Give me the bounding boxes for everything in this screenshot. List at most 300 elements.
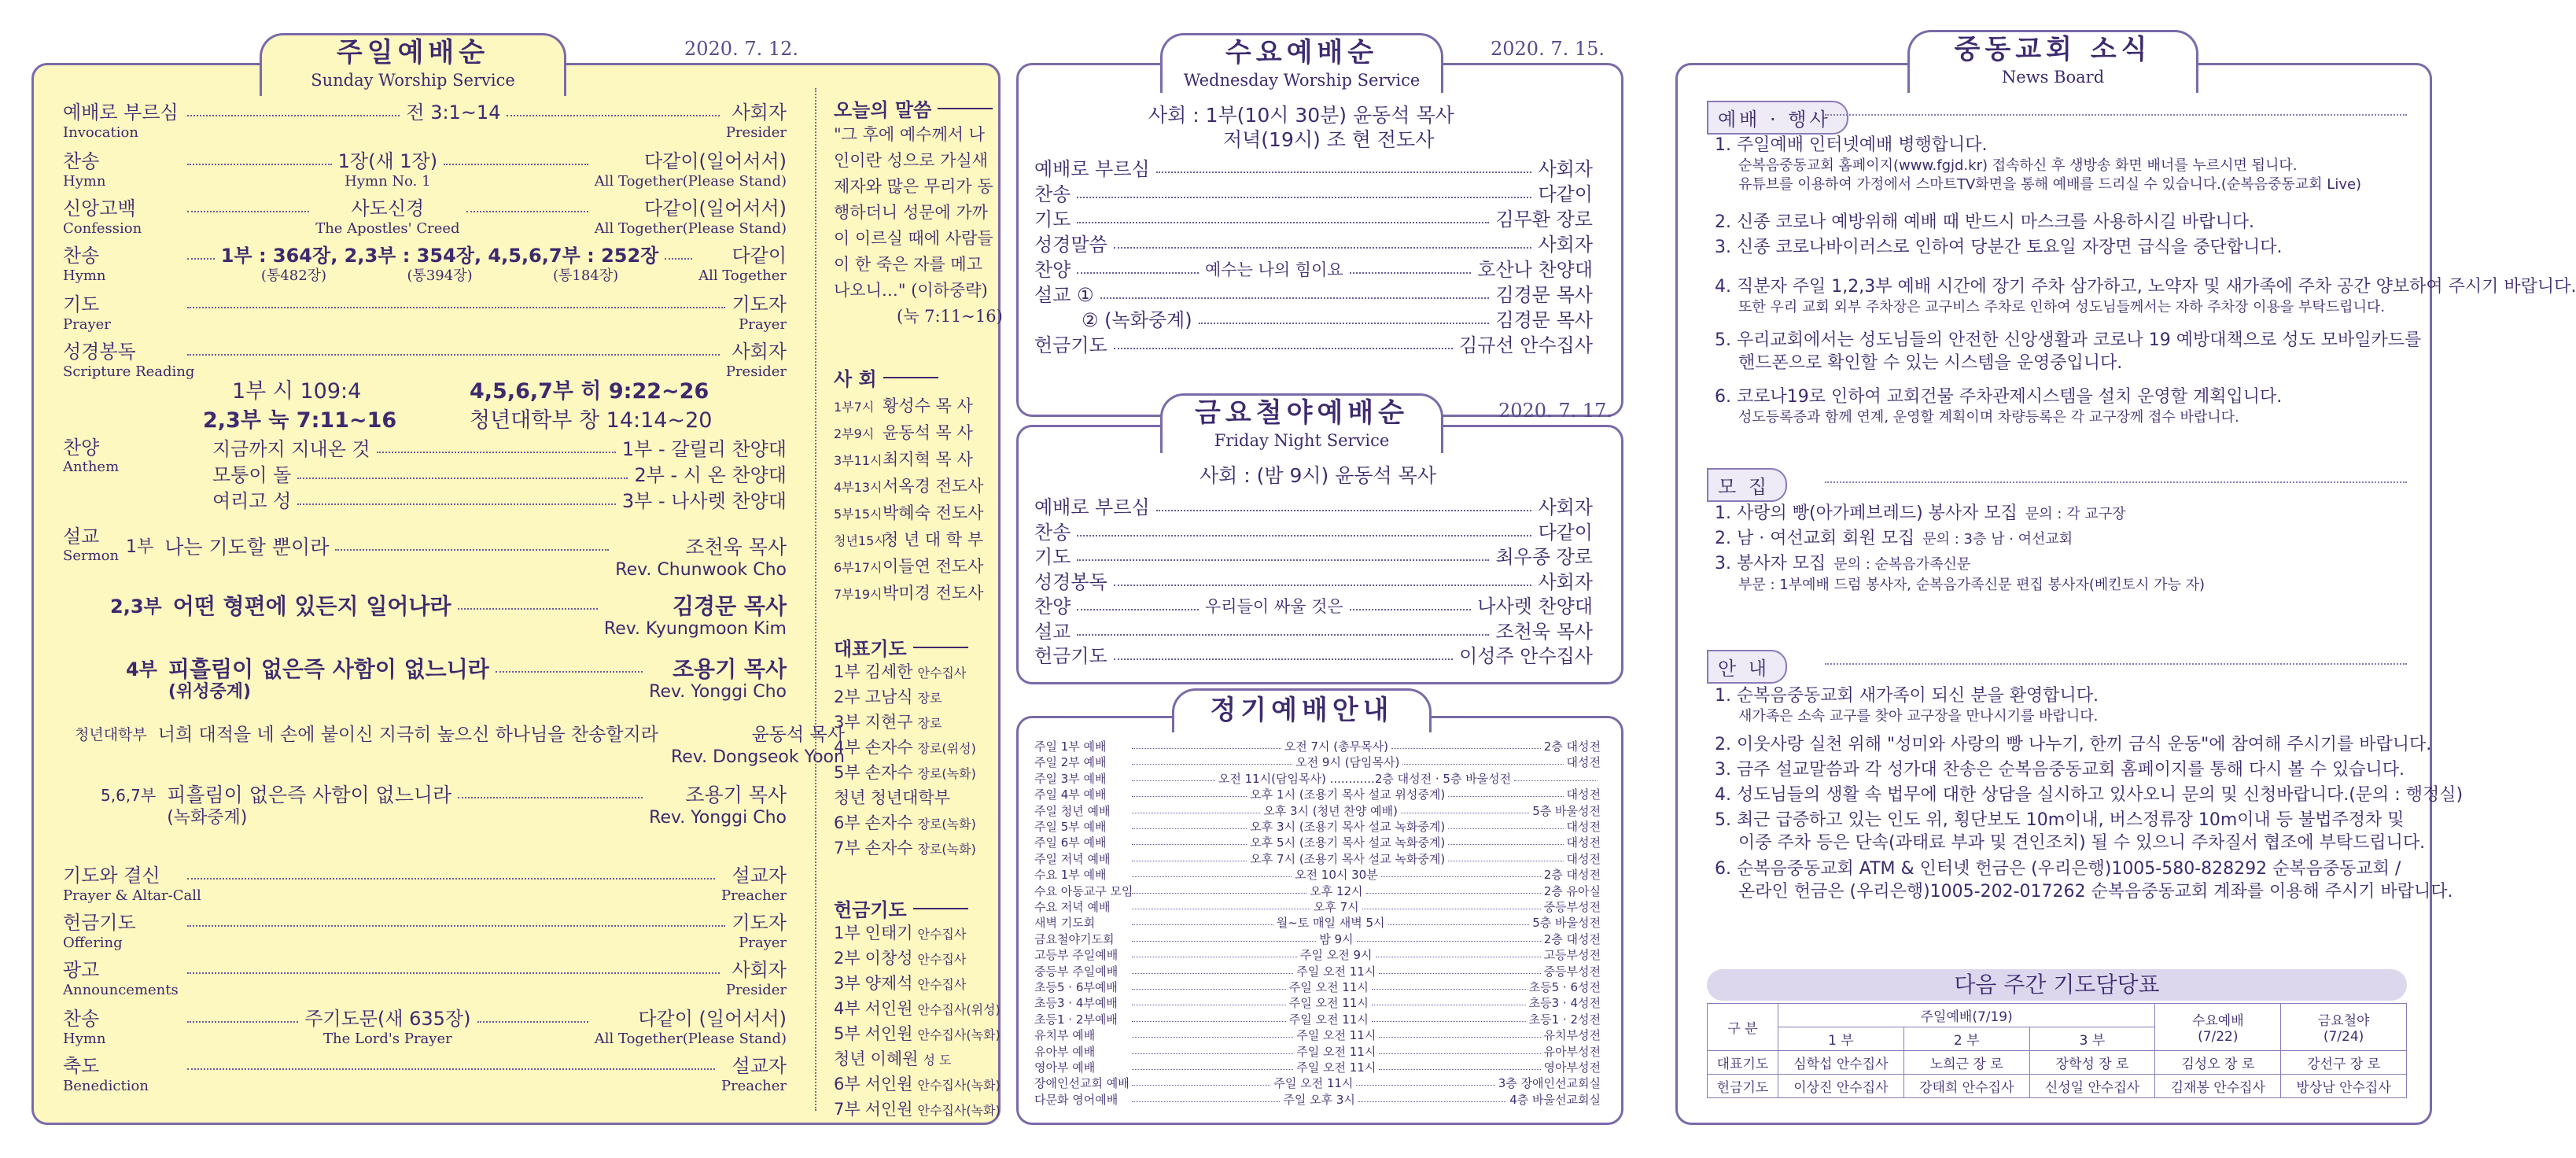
leader-dots (1448, 835, 1563, 845)
leader-dots (1100, 283, 1490, 299)
item-role (595, 197, 787, 238)
item-role (698, 244, 787, 285)
order-role: 다같이 (1538, 183, 1593, 205)
schedule-place: 중등부성전 (1543, 900, 1601, 914)
news-line (1715, 809, 2425, 832)
sermon-speaker (604, 594, 787, 640)
prayer-cell: 김성오 장 로 (2155, 1051, 2281, 1075)
item-label (63, 958, 181, 999)
word-heading (834, 94, 993, 122)
order-role: 김경문 목사 (1495, 284, 1593, 306)
news-line (1715, 784, 2463, 806)
center-sub-item: (통184장) (552, 267, 619, 284)
order-role: 다같이 (1538, 521, 1593, 544)
prayer-sub-2: 2 부 (1903, 1027, 2029, 1051)
cell: 5부 (834, 1024, 861, 1043)
schedule-time: 주일 오전 11시 (1296, 1044, 1376, 1059)
sermon-title: 피흘림이 없은즉 사함이 없느니라 (168, 656, 489, 682)
news-line (1715, 857, 2453, 880)
prayer-cell: 김재봉 안수집사 (2155, 1075, 2281, 1098)
cell: 6부 (834, 813, 861, 832)
news-sub: 순복음중동교회 홈페이지(www.fgjd.kr) 접속하신 후 생방송 화면 배너를 누르시면 됩니다. (1738, 157, 2298, 174)
cell: 서옥경 전도사 (883, 477, 984, 496)
schedule-place: 초등3 · 4성전 (1528, 996, 1601, 1011)
speaker-ko: 조용기 목사 (685, 784, 787, 806)
leader-dots (1132, 772, 1215, 781)
item-ko: 축도 (63, 1055, 100, 1077)
speaker-ko: 조천욱 목사 (685, 536, 787, 559)
leader-dots (1402, 755, 1563, 765)
news-section-info: 안 내 (1707, 650, 1787, 684)
leader-dots (1132, 900, 1310, 909)
cell: 장로 (917, 691, 942, 706)
leader-dots (187, 293, 725, 308)
schedule-place: 대성전 (1566, 851, 1601, 866)
news-text: 2. 이웃사랑 실천 위해 "성미와 사랑의 빵 나누기, 한끼 금식 운동"에 참여해 주시기를 바랍니다. (1715, 735, 2432, 754)
item-ko: 기도 (63, 293, 100, 315)
leader-dots (1356, 1076, 1494, 1086)
item-label (63, 864, 201, 905)
speaker-en: Rev. Yonggi Cho (649, 682, 787, 702)
sermon-left (110, 594, 451, 619)
sunday-date: 2020. 7. 12. (684, 38, 799, 60)
wednesday-date: 2020. 7. 15. (1491, 38, 1605, 60)
leader-dots (1077, 183, 1531, 198)
sermon-part: 2,3부 (110, 596, 162, 618)
leader-dots (187, 958, 720, 974)
prayer-cell: 강선구 장 로 (2281, 1051, 2407, 1075)
leader-dots (1358, 1093, 1506, 1102)
sermon-part: 5,6,7부 (101, 786, 157, 805)
item-role (595, 1007, 787, 1048)
leader-dots (1114, 644, 1453, 660)
anthem-choir: 2부 - 시 온 찬양대 (634, 464, 787, 486)
sunday-tab (260, 33, 566, 96)
leader-dots (1077, 208, 1489, 223)
news-text: 5. 우리교회에서는 성도님들의 안전한 신앙생활과 코로나 19 예방대책으로 성도 모바일카드를 (1715, 330, 2422, 350)
speaker-en: Rev. Yonggi Cho (649, 808, 787, 828)
cell: 2부 (834, 688, 861, 706)
role-en: Preacher (720, 1078, 787, 1094)
schedule-row (1034, 948, 1601, 962)
rep-row (834, 659, 966, 683)
cell: 청년 (834, 1049, 866, 1068)
prayer-cell: 신성일 안수집사 (2029, 1075, 2155, 1098)
cell: 서인원 (864, 1100, 913, 1119)
role-en: Preacher (720, 887, 787, 904)
sermon-left (75, 722, 658, 747)
sunday-item (63, 149, 787, 190)
order-label: 기도 (1034, 546, 1071, 568)
cell: 6부 (834, 1075, 861, 1093)
sermon-entry (75, 722, 845, 768)
center-text: 주기도문(새 635장) (304, 1008, 471, 1030)
cell: 고남식 (864, 688, 913, 706)
leader-dots (1379, 1045, 1540, 1054)
speaker-ko: 김경문 목사 (673, 593, 787, 619)
leader-dots (444, 149, 588, 165)
schedule-time: 오후 1시 (조용기 목사 설교 위성중계) (1250, 787, 1446, 802)
sermon-part: 4부 (126, 658, 157, 680)
order-row (1034, 620, 1593, 644)
order-label: 예배로 부르심 (1034, 158, 1150, 180)
news-note: 문의 : 순복음가족신문 (1833, 556, 1971, 573)
sunday-item (63, 101, 787, 142)
schedule-place: 2층 유아실 (1543, 883, 1601, 898)
host-heading (834, 363, 938, 391)
anthem-choir: 3부 - 나사렛 찬양대 (621, 490, 787, 512)
news-item (1715, 385, 2282, 427)
schedule-name: 주일 저녁 예배 (1034, 851, 1111, 866)
host-row (834, 474, 983, 497)
schedule-row (1034, 980, 1601, 994)
host-row (834, 420, 973, 444)
role-en: Presider (725, 982, 787, 998)
anthem-song: 여리고 성 (212, 490, 292, 512)
item-role (726, 101, 787, 142)
item-ko: 성경봉독 (63, 341, 136, 363)
schedule-time: 오후 7시 (조용기 목사 설교 녹화중계) (1250, 851, 1446, 866)
schedule-row (1034, 835, 1601, 850)
leader-dots (1077, 595, 1199, 610)
schedule-row (1034, 884, 1601, 898)
off-heading (834, 894, 968, 922)
news-item (1715, 502, 2125, 526)
sermon-entry (126, 535, 787, 581)
friday-date: 2020. 7. 17. (1498, 400, 1613, 422)
leader-dots (1132, 996, 1286, 1005)
leader-dots (1132, 835, 1247, 845)
host-row (834, 500, 983, 524)
prayer-h3 (2155, 1004, 2281, 1051)
item-en: Prayer & Altar-Call (63, 887, 201, 904)
speaker-en: Rev. Kyungmoon Kim (603, 619, 787, 639)
sermon-entry (101, 783, 787, 828)
leader-dots (335, 535, 609, 551)
cell: 손자수 (864, 763, 913, 782)
leader-dots (1132, 739, 1281, 749)
leader-dots (1132, 820, 1247, 829)
order-row (1034, 233, 1593, 256)
schedule-time: 오후 7시 (1313, 900, 1359, 914)
leader-dots (1362, 900, 1541, 909)
rep-row (834, 760, 976, 784)
schedule-row (1034, 1012, 1601, 1027)
schedule-time: 주일 오전 11시 (1288, 1012, 1369, 1027)
news-text: 1. 주일예배 인터넷예배 병행합니다. (1715, 135, 1988, 155)
cell: 손자수 (864, 839, 913, 857)
item-role (726, 340, 787, 381)
item-ko: 찬송 (63, 150, 100, 172)
item-ko: 찬송 (63, 1008, 100, 1030)
schedule-place: 대성전 (1566, 755, 1601, 770)
role-en: All Together(Please Stand) (594, 1031, 787, 1047)
rep-row (834, 835, 976, 859)
sermon-title: 어떤 형편에 있든지 일어나라 (172, 593, 451, 619)
item-en: Announcements (63, 982, 179, 998)
schedule-name: 유아부 예배 (1034, 1044, 1096, 1059)
order-role: 사회자 (1538, 496, 1593, 518)
cell: 1부7시 (834, 400, 875, 415)
news-item (1715, 684, 2099, 726)
order-role: 김규선 안수집사 (1459, 334, 1593, 356)
leader-dots (1350, 595, 1472, 610)
news-line (1715, 527, 2073, 551)
news-sub: 또한 우리 교회 외부 주차장은 교구비스 주차로 인하여 성도님들께서는 자하 주차장 이용을 부탁드립니다. (1738, 299, 2386, 315)
wednesday-title: 수요예배순 (1225, 37, 1379, 68)
sunday-title: 주일예배순 (336, 37, 490, 68)
leader-dots (1132, 1028, 1293, 1038)
word-title: 오늘의 말씀 (834, 99, 932, 121)
cell: 안수집사 (917, 977, 967, 992)
cell: 박혜숙 전도사 (883, 503, 984, 522)
schedule-time: 오전 10시 30분 (1295, 868, 1378, 883)
order-role: 이성주 안수집사 (1459, 645, 1593, 667)
wednesday-host-2: 저녁(19시) 조 현 전도사 (1223, 128, 1435, 151)
cell: 손자수 (864, 813, 913, 832)
prayer-cell: 강태희 안수집사 (1903, 1075, 2029, 1098)
schedule-place: 5층 바울성전 (1532, 916, 1601, 931)
leader-dots (297, 489, 616, 505)
leader-dots (187, 197, 309, 212)
rep-heading (834, 633, 968, 661)
schedule-row (1034, 804, 1601, 818)
order-center: 우리들이 싸울 것은 (1205, 597, 1343, 616)
leader-dots (1077, 258, 1199, 274)
leader-dots (1199, 308, 1490, 324)
news-note: 문의 : 3층 남 · 여선교회 (1922, 531, 2073, 548)
sermon-left (126, 535, 329, 560)
role-ko: 기도자 (732, 912, 787, 934)
cell: 최지혁 목 사 (883, 450, 973, 469)
cell: 4부13시 (834, 480, 883, 495)
schedule-time: 주일 오후 3시 (1283, 1092, 1355, 1107)
item-label (63, 1054, 181, 1095)
cell: 안수집사 (917, 927, 967, 942)
news-rule-2 (1825, 481, 2407, 483)
word-line: 이 이르실 때에 사람들 (834, 229, 993, 248)
cell: 이들연 전도사 (883, 557, 984, 576)
sermon-speaker (671, 722, 845, 768)
cell: 장로(녹화) (917, 842, 976, 857)
sermon-part: 청년대학부 (75, 726, 147, 743)
role-ko: 다같이 (732, 245, 787, 267)
offering-row (834, 920, 966, 944)
news-sub: 새가족은 소속 교구를 찾아 교구장을 만나시기를 바랍니다. (1738, 708, 2099, 725)
prayer-cell: 대표기도 (1708, 1051, 1778, 1075)
schedule-place: 초등1 · 2성전 (1528, 1012, 1601, 1027)
leader-dots (1132, 868, 1292, 877)
leader-dots (1376, 948, 1541, 957)
schedule-place: 중등부성전 (1543, 964, 1601, 979)
schedule-time: 오전 11시(담임목사) ............2층 대성전 · 5층 바울성전 (1218, 771, 1512, 786)
leader-dots (1391, 739, 1541, 749)
role-en: All Together(Please Stand) (594, 173, 787, 190)
word-line: 행하더니 성문에 가까 (834, 203, 988, 222)
leader-dots (1132, 932, 1316, 942)
rep-row (834, 710, 942, 733)
schedule-row (1034, 1093, 1601, 1107)
news-item (1715, 758, 2405, 781)
schedule-name: 주일 6부 예배 (1034, 835, 1107, 850)
sermon-left (101, 783, 451, 828)
item-label (63, 340, 195, 381)
anthem-line (212, 489, 787, 513)
order-row (1034, 283, 1593, 307)
closing-item (63, 864, 787, 905)
order-label: 설교 (1034, 620, 1071, 643)
news-line (1715, 733, 2431, 756)
schedule-time: 주일 오전 11시 (1296, 1028, 1376, 1043)
speaker-ko: 윤동석 목사 (751, 725, 845, 745)
role-ko: 사회자 (732, 959, 787, 981)
cell: 청년15시 (834, 533, 886, 548)
order-row (1034, 545, 1593, 569)
cell: 청년대학부 (870, 788, 951, 807)
leader-dots (466, 197, 588, 212)
leader-dots (458, 783, 643, 798)
role-ko: 다같이(일어서서) (643, 150, 787, 172)
order-role: 조천욱 목사 (1495, 620, 1593, 643)
cell: 1부 (834, 662, 861, 681)
wednesday-tab (1160, 33, 1443, 93)
news-rule-1 (1825, 114, 2407, 116)
order-row (1034, 258, 1593, 282)
schedule-place: 초등5 · 6성전 (1528, 980, 1601, 994)
prayer-cell: 심학섭 안수집사 (1778, 1051, 1904, 1075)
rep-row (834, 810, 976, 834)
order-label: 성경봉독 (1034, 570, 1107, 593)
host-row (834, 447, 973, 470)
schedule-name: 주일 5부 예배 (1034, 820, 1107, 834)
schedule-time: 주일 오전 9시 (1300, 948, 1373, 963)
offering-row (834, 946, 966, 969)
leader-dots (507, 101, 719, 116)
news-line (1715, 236, 2283, 259)
news-text: 2. 남 · 여선교회 회원 모집 (1715, 529, 1915, 548)
schedule-name: 유치부 예배 (1034, 1028, 1096, 1043)
role-ko: 다같이 (일어서서) (638, 1008, 787, 1030)
order-role: 사회자 (1538, 570, 1593, 593)
order-label: 헌금기도 (1034, 334, 1107, 356)
sermon-entry (110, 594, 787, 640)
leader-dots (1132, 1060, 1293, 1070)
news-text: 4. 성도님들의 생활 속 법무에 대한 상담을 실시하고 있사오니 문의 및 신청바랍니다.(문의 : 행정실) (1715, 785, 2464, 805)
sermon-title-wrap (158, 722, 658, 747)
sunday-subtitle: Sunday Worship Service (311, 71, 515, 90)
sermon-note: (녹화중계) (167, 808, 248, 828)
sunday-item (63, 244, 787, 285)
sunday-item (63, 293, 787, 334)
leader-dots (1381, 868, 1541, 877)
role-ko: 사회자 (732, 101, 787, 124)
leader-dots (187, 244, 215, 260)
cell: 2부9시 (834, 426, 875, 441)
cell: 장로(녹화) (917, 766, 976, 781)
order-row (1034, 183, 1593, 206)
leader-dots (1132, 884, 1306, 894)
schedule-row (1034, 916, 1601, 930)
news-sub: 이중 주차 등은 단속(과태료 부과 및 견인조치) 될 수 있으니 주차질서 협조에 부탁드립니다. (1738, 833, 2426, 853)
schedule-row (1034, 900, 1601, 914)
schedule-row (1034, 852, 1601, 866)
order-row (1082, 308, 1593, 332)
cell: 3부 (834, 713, 861, 732)
closing-item (63, 958, 787, 999)
news-section-recruit: 모 집 (1707, 468, 1787, 502)
schedule-name: 고등부 주일예배 (1034, 948, 1118, 963)
news-item (1715, 275, 2576, 317)
schedule-time: 오전 9시 (담임목사) (1295, 755, 1400, 770)
news-item (1715, 134, 2361, 194)
host-row (834, 581, 983, 604)
item-label (63, 149, 181, 190)
cell: 윤동석 목 사 (883, 423, 973, 442)
item-en: Prayer (63, 316, 111, 333)
news-line (1715, 275, 2576, 298)
item-ko: 예배로 부르심 (63, 101, 179, 124)
cell: 3부11시 (834, 453, 883, 468)
word-line: (눅 7:11~16) (897, 307, 1003, 326)
role-en: Prayer (739, 935, 787, 951)
news-text: 3. 신종 코로나바이러스로 인하여 당분간 토요일 자장면 급식을 중단합니다. (1715, 238, 2283, 257)
order-center: 예수는 나의 힘이요 (1205, 260, 1343, 279)
news-sub: 성도등록증과 함께 연계, 운영할 계획이며 차량등록은 각 교구장께 접수 바랍니다. (1738, 409, 2239, 426)
order-row (1034, 521, 1593, 544)
sermon-title-wrap (168, 657, 489, 703)
order-role: 호산나 찬양대 (1477, 259, 1593, 281)
schedule-time: 오후 3시 (청년 찬양 예배) (1263, 803, 1398, 818)
leader-dots (1357, 932, 1541, 942)
news-item (1715, 784, 2463, 806)
item-ko: 기도와 결신 (63, 865, 160, 887)
sermon-speaker (649, 783, 787, 828)
leader-dots (1366, 884, 1541, 894)
news-sub: 유튜브를 이용하여 가정에서 스마트TV화면을 통해 예배를 드리실 수 있습니다.(순복음중동교회 Live) (1738, 176, 2362, 193)
cell: 7부 (834, 839, 861, 857)
item-en: Offering (63, 935, 123, 951)
schedule-place: 5층 바울성전 (1532, 803, 1601, 818)
news-item (1715, 552, 2205, 595)
schedule-row (1034, 787, 1601, 802)
news-line (1715, 552, 2205, 576)
schedule-row (1034, 1060, 1601, 1075)
schedule-row (1034, 964, 1601, 979)
schedule-place: 유치부성전 (1543, 1028, 1601, 1043)
prayer-h4-b: (7/24) (2323, 1029, 2364, 1045)
rep-title-rule (913, 647, 968, 648)
cell: 청 년 대 학 부 (883, 530, 984, 549)
cell: 5부 (834, 763, 861, 782)
order-label: ② (녹화중계) (1082, 309, 1192, 331)
anthem-choir: 1부 - 갈릴리 찬양대 (621, 438, 787, 460)
schedule-name: 주일 2부 예배 (1034, 755, 1107, 770)
role-en: All Together (698, 267, 787, 284)
sermon-title-wrap (167, 783, 451, 828)
host-row (834, 527, 983, 551)
news-line (1715, 502, 2125, 526)
offering-row (834, 1097, 1001, 1120)
item-role (726, 958, 787, 999)
wednesday-host-1: 사회 : 1부(10시 30분) 윤동석 목사 (1148, 104, 1454, 127)
item-label (63, 293, 181, 334)
leader-dots (1132, 755, 1292, 765)
center-text: 1장(새 1장) (337, 150, 438, 172)
rep-row (834, 684, 942, 708)
item-en: Hymn (63, 267, 106, 284)
leader-dots (1077, 521, 1531, 537)
schedule-place: 2층 대성전 (1543, 739, 1601, 754)
